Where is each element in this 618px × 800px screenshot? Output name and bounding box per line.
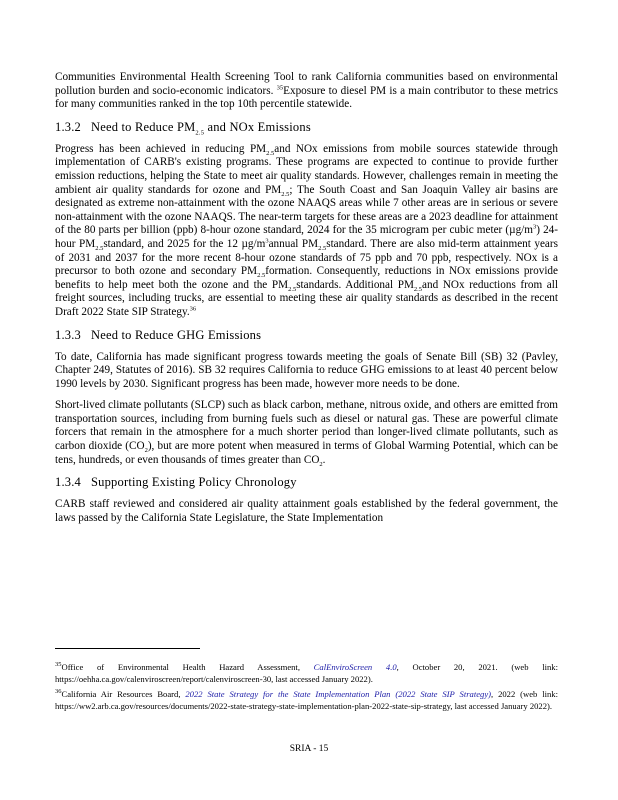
footnote-ref[interactable]: 35 [276, 83, 284, 91]
footnote-35: $^{35}$Office of Environmental Health Hazard Assessment, CalEnviroScreen 4.0, October 20, 2021. (web link: https://oehha.ca.gov/calenviroscreen/report/calenviroscreen-30, last accessed January 2022). [55, 661, 558, 685]
footnote-link[interactable]: CalEnviroScreen 4.0 [313, 662, 397, 672]
section-heading-1-3-3: 1.3.3 Need to Reduce GHG Emissions [55, 327, 262, 342]
page-content [55, 71, 558, 533]
section-heading-1-3-4: 1.3.4 Supporting Existing Policy Chronology [55, 475, 297, 490]
footnote-36: $^{36}$California Air Resources Board, 2022 State Strategy for the State Implementation Plan (2022 State SIP Strategy), 2022 (web link: https://ww2.arb.ca.gov/resources/documents/2022-state-strategy-state-implementation-plan-2022-state-sip-strategy, last accessed January 2022). [55, 687, 558, 712]
footnotes [55, 661, 558, 715]
footnote-separator [55, 648, 200, 649]
section-1-3-3-paragraph-1: To date, California has made significant progress towards meeting the goals of Senate Bill (SB) 32 (Pavley, Chapter 249, Statutes of 2016). SB 32 requires California to reduce GHG emissions to at least 40 percent below 1990 levels by 2030. Significant progress has been made, however more needs to be done. [55, 350, 558, 390]
section-1-3-4-paragraph: CARB staff reviewed and considered air quality attainment goals established by the federal government, the laws passed by the California State Legislature, the State Implementation [55, 498, 558, 524]
section-heading-1-3-2: 1.3.2 Need to Reduce $PM_{2.5}$ and NOx Emissions [55, 119, 311, 137]
footnote-ref[interactable]: 36 [189, 305, 197, 313]
intro-paragraph: Communities Environmental Health Screening Tool to rank California communities based on environmental pollution burden and socio-economic indicators. $^{35}$Exposure to diesel PM is a main contributor to these metrics for many communities ranked in the top 10th percentile statewide. [55, 71, 558, 111]
section-1-3-2-paragraph: Progress has been achieved in reducing $PM_{2.5}and$ NOx emissions from mobile sources statewide through implementation of CARB's existing programs. These programs are expected to continue to provide further emission reductions, helping the State to meet air quality standards. However, challenges remain in meeting the ambient air quality standards for ozone and $PM_{2.5}$; The South Coast and San Joaquin Valley air basins are designated as extreme non-attainment with the ozone NAAQS areas while 7 other areas are in serious or severe non-attainment with the ozone NAAQS. The near-term targets for these areas are a 2023 deadline for attainment of the 80 parts per billion (ppb) 8-hour ozone standard, 2024 for the 35 microgram per cubic meter $(\mu g/m^3)$ 24-hour $PM_{2.5}standard$, and 2025 for the 12 $\mu g/m^3annual$ $PM_{2.5}standard$. There are also mid-term attainment years of 2031 and 2037 for the more recent 8-hour ozone standards of 75 ppb and 70 ppb, respectively. NOx is a precursor to both ozone and secondary $PM_{2.5}formation$. Consequently, reductions in NOx emissions provide benefits to help meet both the ozone and the $PM_{2.5}standards$. Additional $PM_{2.5}and$ NOx reductions from all freight sources, including trucks, are essential to meeting these air quality standards as described in the recent Draft 2022 State SIP Strategy.$^{36}$ [55, 142, 558, 318]
section-1-3-3-paragraph-2: Short-lived climate pollutants (SLCP) such as black carbon, methane, nitrous oxide, and others are emitted from transportation sources, including from burning fuels such as diesel or natural gas. These are powerful climate forcers that remain in the atmosphere for a much shorter period than longer-lived climate pollutants, such as carbon dioxide $(CO_2)$, but are more potent when measured in terms of Global Warming Potential, which can be tens, hundreds, or even thousands of times greater than $CO_2$. [55, 399, 558, 468]
footnote-link[interactable]: 2022 State Strategy for the State Implementation Plan (2022 State SIP Strategy) [185, 688, 492, 699]
page-number: SRIA - 15 [289, 744, 329, 754]
